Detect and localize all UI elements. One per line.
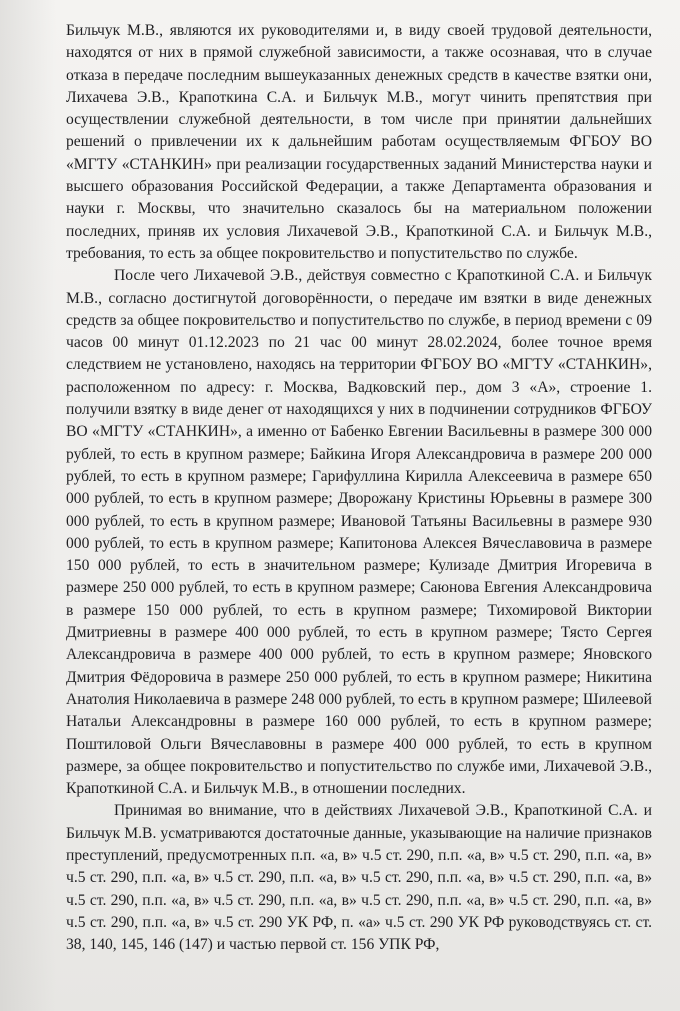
paragraph-3: Принимая во внимание, что в действиях Лихачевой Э.В., Крапоткиной С.А. и Бильчук М.В. усматриваются достаточные данные, указывающие на наличие признаков преступлений, предусмотренных п.п. «а, в» ч.5 ст. 290, п.п. «а, в» ч.5 ст. 290, п.п. «а, в» ч.5 ст. 290, п.п. «а, в» ч.5 ст. 290, п.п. «а, в» ч.5 ст. 290, п.п. «а, в» ч.5 ст. 290, п.п. «а, в» ч.5 ст. 290, п.п. «а, в» ч.5 ст. 290, п.п. «а, в» ч.5 ст. 290, п.п. «а, в» ч.5 ст. 290, п.п. «а, в» ч.5 ст. 290, п.п. «а, в» ч.5 ст. 290 УК РФ, п. «а» ч.5 ст. 290 УК РФ руководствуясь ст. ст. 38, 140, 145, 146 (147) и частью первой ст. 156 УПК РФ, <box>66 802 652 954</box>
document-text <box>66 20 652 956</box>
paragraph-2: После чего Лихачевой Э.В., действуя совместно с Крапоткиной С.А. и Бильчук М.В., согласно достигнутой договорённости, о передаче им взятки в виде денежных средств за общее покровительство и попустительство по службе, в период времени с 09 часов 00 минут 01.12.2023 по 21 час 00 минут 28.02.2024, более точное время следствием не установлено, находясь на территории ФГБОУ ВО «МГТУ «СТАНКИН», расположенном по адресу: г. Москва, Вадковский пер., дом 3 «А», строение 1. получили взятку в виде денег от находящихся у них в подчинении сотрудников ФГБОУ ВО «МГТУ «СТАНКИН», а именно от Бабенко Евгении Васильевны в размере 300 000 рублей, то есть в крупном размере; Байкина Игоря Александровича в размере 200 000 рублей, то есть в крупном размере; Гарифуллина Кирилла Алексеевича в размере 650 000 рублей, то есть в крупном размере; Дворожану Кристины Юрьевны в размере 300 000 рублей, то есть в крупном размере; Ивановой Татьяны Васильевны в размере 930 000 рублей, то есть в крупном размере; Капитонова Алексея Вячеславовича в размере 150 000 рублей, то есть в значительном размере; Кулизаде Дмитрия Игоревича в размере 250 000 рублей, то есть в крупном размере; Саюнова Евгения Александровича в размере 150 000 рублей, то есть в крупном размере; Тихомировой Виктории Дмитриевны в размере 400 000 рублей, то есть в крупном размере; Тясто Сергея Александровича в размере 400 000 рублей, то есть в крупном размере; Яновского Дмитрия Фёдоровича в размере 250 000 рублей, то есть в крупном размере; Никитина Анатолия Николаевича в размере 248 000 рублей, то есть в крупном размере; Шилеевой Натальи Александровны в размере 160 000 рублей, то есть в крупном размере; Поштиловой Ольги Вячеславовны в размере 400 000 рублей, то есть в крупном размере, за общее покровительство и попустительство по службе ими, Лихачевой Э.В., Крапоткиной С.А. и Бильчук М.В., в отношении последних. <box>66 267 652 798</box>
page-edge-shadow <box>0 0 56 1011</box>
paragraph-1: Бильчук М.В., являются их руководителями и, в виду своей трудовой деятельности, находятся от них в прямой служебной зависимости, а также осознавая, что в случае отказа в передаче последним вышеуказанных денежных средств в качестве взятки они, Лихачева Э.В., Крапоткина С.А. и Бильчук М.В., могут чинить препятствия при осуществлении служебной деятельности, в том числе при принятии дальнейших решений о привлечении их к дальнейшим работам осуществляемым ФГБОУ ВО «МГТУ «СТАНКИН» при реализации государственных заданий Министерства науки и высшего образования Российской Федерации, а также Департамента образования и науки г. Москвы, что значительно сказалось бы на материальном положении последних, приняв их условия Лихачевой Э.В., Крапоткиной С.А. и Бильчук М.В., требования, то есть за общее покровительство и попустительство по службе. <box>66 22 652 262</box>
